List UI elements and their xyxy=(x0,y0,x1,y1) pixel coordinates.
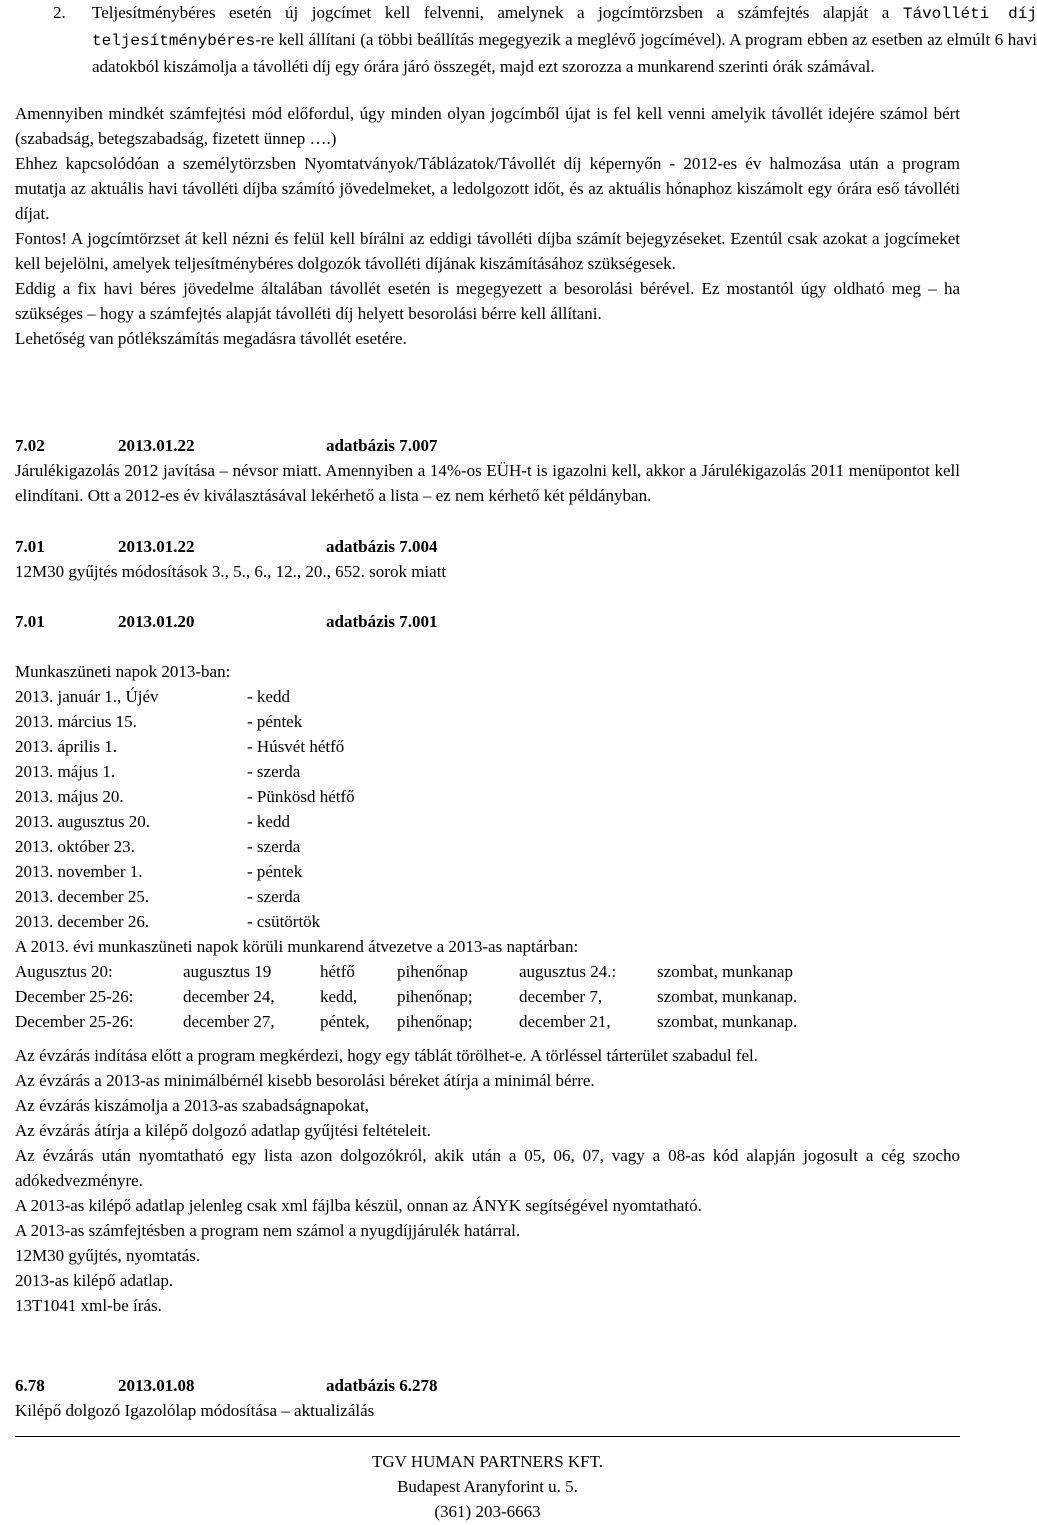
version-7-02 xyxy=(15,433,960,508)
holiday-day: - péntek xyxy=(247,862,303,881)
shift-cell: augusztus 24.: xyxy=(519,962,617,981)
item-text-b: -re kell állítani (a többi beállítás megegyezik a meglévő jogcímével). A program ebben az esetben az elmúlt 6 havi adatokból kiszámolja a távolléti díj egy órára járó összegét, majd ezt szorozza a munkarend szerinti órák számával. xyxy=(92,30,1037,76)
version-number: 7.01 xyxy=(15,537,45,556)
holiday-row xyxy=(15,859,960,884)
paragraph: Fontos! A jogcímtörzset át kell nézni és felül kell bírálni az eddigi távolléti díjba számít bejegyzéseket. Ezentúl csak azokat a jogcímeket kell bejelölni, amelyek teljesítménybéres dolgozók távolléti díjának kiszámításához szükségesek. xyxy=(15,229,960,273)
holiday-date: 2013. április 1. xyxy=(15,737,117,756)
shift-cell: December 25-26: xyxy=(15,987,134,1006)
shift-row xyxy=(15,959,960,984)
holidays-title: Munkaszüneti napok 2013-ban: xyxy=(15,662,231,681)
version-text: Járulékigazolás 2012 javítása – névsor miatt. Amennyiben a 14%-os EÜH-t is igazolni kell, akkor a Járulékigazolás 2011 menüpontot kell elindítani. Ott a 2012-es év kiválasztásával lekérhető a lista – ez nem kérhető két példányban. xyxy=(15,461,960,505)
version-header xyxy=(15,534,960,559)
version-header xyxy=(15,433,960,458)
holiday-row xyxy=(15,734,960,759)
holiday-date: 2013. május 20. xyxy=(15,787,124,806)
paragraph: A 2013-as kilépő adatlap jelenleg csak xml fájlba készül, onnan az ÁNYK segítségével nyomtatható. xyxy=(15,1196,702,1215)
paragraphs-a xyxy=(15,101,960,351)
holiday-day: - szerda xyxy=(247,762,301,781)
version-db: adatbázis 6.278 xyxy=(326,1376,438,1395)
shift-cell: december 21, xyxy=(519,1012,611,1031)
footer-company: TGV HUMAN PARTNERS KFT. xyxy=(371,1452,604,1471)
paragraph: Ehhez kapcsolódóan a személytörzsben Nyomtatványok/Táblázatok/Távollét díj képernyőn - 2012-es év halmozása után a program mutatja az aktuális havi távolléti díjba számító jövedelmeket, a ledolgozott időt, és az aktuális hónaphoz kiszámolt egy órára eső távolléti díjat. xyxy=(15,154,960,223)
paragraph: Az évzárás átírja a kilépő dolgozó adatlap gyűjtési feltételeit. xyxy=(15,1121,431,1140)
version-date: 2013.01.20 xyxy=(118,612,195,631)
shift-cell: péntek, xyxy=(320,1012,370,1031)
holiday-day: - kedd xyxy=(247,812,290,831)
shift-cell: hétfő xyxy=(320,962,355,981)
shift-cell: pihenőnap xyxy=(397,962,468,981)
holiday-row xyxy=(15,684,960,709)
holiday-day: - Húsvét hétfő xyxy=(247,737,345,756)
holiday-date: 2013. december 25. xyxy=(15,887,150,906)
footer-phone: (361) 203-6663 xyxy=(434,1502,541,1521)
item-code: Távolléti díj teljesítménybéres xyxy=(92,5,1037,50)
shift-cell: december 7, xyxy=(519,987,603,1006)
item-number: 2. xyxy=(53,3,66,22)
paragraph: Az évzárás indítása előtt a program megkérdezi, hogy egy táblát törölhet-e. A törléssel tárterület szabadul fel. xyxy=(15,1046,758,1065)
holiday-date: 2013. november 1. xyxy=(15,862,143,881)
paragraph: 12M30 gyűjtés, nyomtatás. xyxy=(15,1246,201,1265)
holiday-row xyxy=(15,759,960,784)
version-7-01-a xyxy=(15,534,960,584)
holiday-date: 2013. december 26. xyxy=(15,912,150,931)
shift-cell: szombat, munkanap. xyxy=(657,987,798,1006)
version-db: adatbázis 7.004 xyxy=(326,537,438,556)
holiday-row xyxy=(15,784,960,809)
shift-row xyxy=(15,984,960,1009)
shift-intro: A 2013. évi munkaszüneti napok körüli munkarend átvezetve a 2013-as naptárban: xyxy=(15,937,579,956)
holiday-date: 2013. október 23. xyxy=(15,837,135,856)
paragraph: 13T1041 xml-be írás. xyxy=(15,1296,162,1315)
paragraph: Eddig a fix havi béres jövedelme általában távollét esetén is megegyezett a besorolási bérével. Ez mostantól úgy oldható meg – ha szükséges – hogy a számfejtés alapját távolléti díj helyett besorolási bérre kell állítani. xyxy=(15,279,960,323)
version-db: adatbázis 7.007 xyxy=(326,436,438,455)
paragraph: Az évzárás kiszámolja a 2013-as szabadságnapokat, xyxy=(15,1096,370,1115)
paragraph: Az évzárás után nyomtatható egy lista azon dolgozókról, akik után a 05, 06, 07, vagy a 08-as kód alapján jogosult a cég szocho adókedvezményre. xyxy=(15,1146,960,1190)
version-date: 2013.01.22 xyxy=(118,537,195,556)
holiday-date: 2013. január 1., Újév xyxy=(15,687,159,706)
paragraph: Lehetőség van pótlékszámítás megadásra távollét esetére. xyxy=(15,329,407,348)
shift-cell: augusztus 19 xyxy=(183,962,272,981)
version-header xyxy=(15,609,960,634)
version-text: 12M30 gyűjtés módosítások 3., 5., 6., 12., 20., 652. sorok miatt xyxy=(15,562,447,581)
footer-address: Budapest Aranyforint u. 5. xyxy=(397,1477,578,1496)
version-number: 6.78 xyxy=(15,1376,45,1395)
paragraph: Az évzárás a 2013-as minimálbérnél kisebb besorolási béreket átírja a minimál bérre. xyxy=(15,1071,595,1090)
holiday-day: - csütörtök xyxy=(247,912,321,931)
version-header xyxy=(15,1373,960,1398)
shift-cell: december 27, xyxy=(183,1012,275,1031)
holiday-date: 2013. augusztus 20. xyxy=(15,812,151,831)
version-db: adatbázis 7.001 xyxy=(326,612,438,631)
holiday-row xyxy=(15,809,960,834)
holiday-day: - péntek xyxy=(247,712,303,731)
shift-cell: pihenőnap; xyxy=(397,987,473,1006)
paragraphs-b xyxy=(15,1043,960,1318)
holiday-day: - Pünkösd hétfő xyxy=(247,787,355,806)
paragraph: Amennyiben mindkét számfejtési mód előfordul, úgy minden olyan jogcímből újat is fel kell venni amelyik távollét idejére számol bért (szabadság, betegszabadság, fizetett ünnep ….) xyxy=(15,104,960,148)
paragraph: 2013-as kilépő adatlap. xyxy=(15,1271,174,1290)
holiday-date: 2013. március 15. xyxy=(15,712,137,731)
version-7-01-b xyxy=(15,609,960,634)
shift-cell: szombat, munkanap. xyxy=(657,1012,798,1031)
holiday-date: 2013. május 1. xyxy=(15,762,116,781)
shift-row xyxy=(15,1009,960,1034)
holiday-day: - kedd xyxy=(247,687,290,706)
shift-cell: december 24, xyxy=(183,987,275,1006)
footer-divider xyxy=(15,1436,960,1437)
paragraph: A 2013-as számfejtésben a program nem számol a nyugdíjjárulék határral. xyxy=(15,1221,521,1240)
shift-cell: pihenőnap; xyxy=(397,1012,473,1031)
version-number: 7.02 xyxy=(15,436,45,455)
numbered-item-2 xyxy=(15,0,1037,79)
version-number: 7.01 xyxy=(15,612,45,631)
version-date: 2013.01.08 xyxy=(118,1376,195,1395)
holiday-day: - szerda xyxy=(247,887,301,906)
version-text: Kilépő dolgozó Igazolólap módosítása – aktualizálás xyxy=(15,1401,375,1420)
holiday-row xyxy=(15,909,960,934)
shift-cell: szombat, munkanap xyxy=(657,962,793,981)
holiday-row xyxy=(15,709,960,734)
footer xyxy=(0,1449,975,1524)
shift-cell: Augusztus 20: xyxy=(15,962,113,981)
version-date: 2013.01.22 xyxy=(118,436,195,455)
holiday-row xyxy=(15,884,960,909)
version-6-78 xyxy=(15,1373,960,1423)
holiday-day: - szerda xyxy=(247,837,301,856)
shift-cell: kedd, xyxy=(320,987,358,1006)
holidays-section xyxy=(15,659,960,1034)
item-text-a: Teljesítménybéres esetén új jogcímet kell felvenni, amelynek a jogcímtörzsben a számfejtés alapját a xyxy=(92,3,903,22)
shift-cell: December 25-26: xyxy=(15,1012,134,1031)
holiday-row xyxy=(15,834,960,859)
